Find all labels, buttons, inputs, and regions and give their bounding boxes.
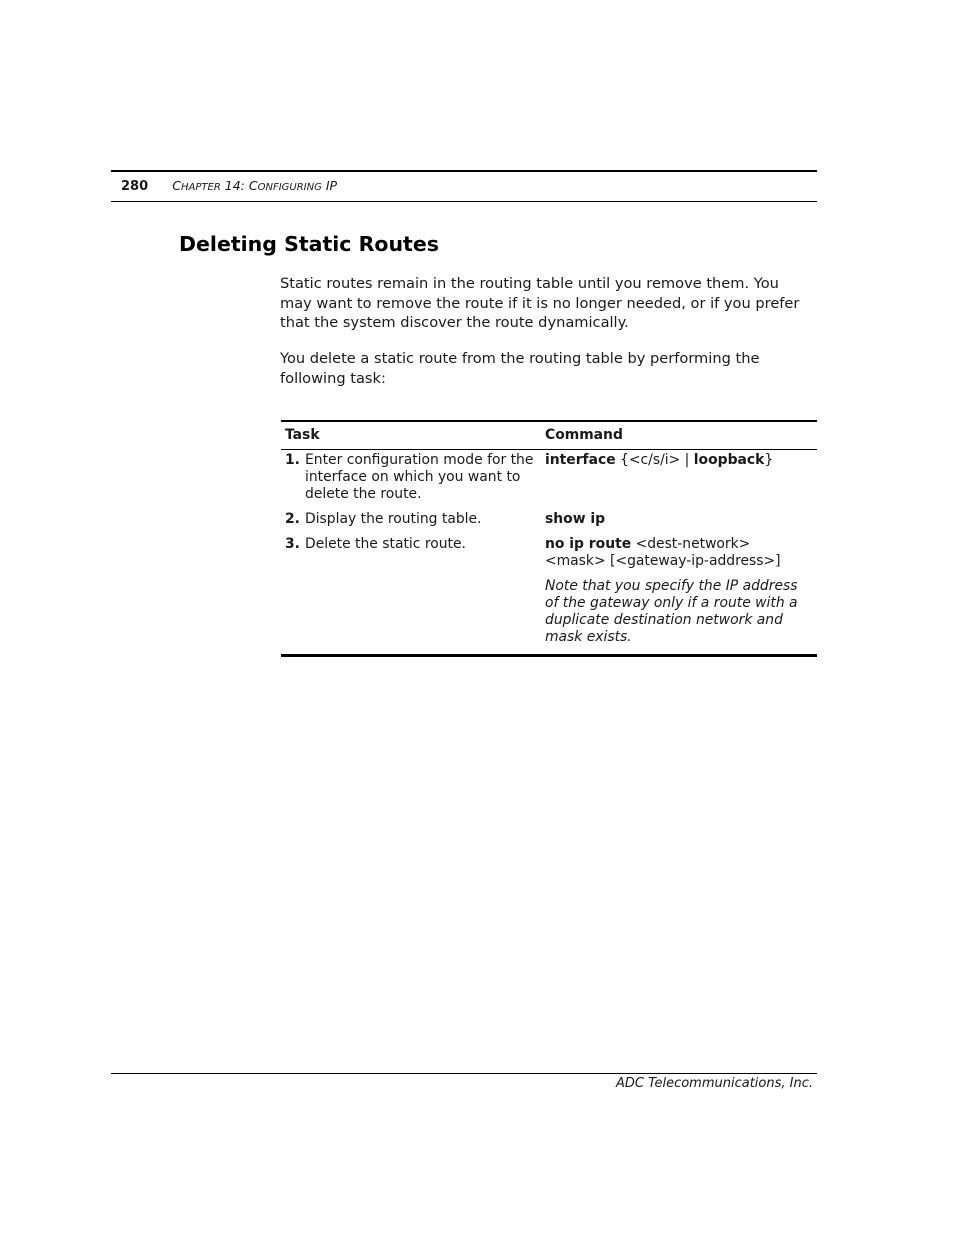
page-number: 280	[121, 179, 149, 194]
table-row	[281, 450, 817, 512]
command-args: <dest-network> <mask> [<gateway-ip-address>]	[545, 536, 781, 569]
step-number: 1.	[285, 452, 300, 468]
step-number: 2.	[285, 511, 300, 527]
table-row	[281, 536, 817, 656]
command-keyword: no ip route	[545, 536, 632, 552]
section-heading: Deleting Static Routes	[179, 232, 439, 256]
header-command: Command	[541, 421, 817, 450]
command-cell	[541, 450, 817, 512]
running-header	[121, 178, 337, 194]
footer-rule	[111, 1073, 817, 1074]
footer-company: ADC Telecommunications, Inc.	[616, 1076, 813, 1091]
task-cell	[281, 536, 541, 656]
step-text: Delete the static route.	[305, 536, 466, 552]
task-table	[281, 420, 817, 657]
step-text: Display the routing table.	[305, 511, 482, 527]
step-number: 3.	[285, 536, 300, 552]
table-row	[281, 511, 817, 536]
command-keyword: loopback	[693, 452, 765, 468]
command-cell	[541, 511, 817, 536]
paragraph-intro: Static routes remain in the routing table until you remove them. You may want to remove the route if it is no longer needed, or if you prefer that the system discover the route dynamically.	[280, 275, 800, 331]
task-cell	[281, 450, 541, 512]
command-args: }	[764, 452, 774, 468]
paragraph-task-lead: You delete a static route from the routing table by performing the following task:	[280, 350, 760, 387]
header-task: Task	[281, 421, 541, 450]
command-args: {<c/s/i> |	[615, 452, 694, 468]
chapter-title: CHAPTER 14: CONFIGURING IP	[172, 178, 338, 193]
task-cell	[281, 511, 541, 536]
command-note: Note that you specify the IP address of the gateway only if a route with a duplicate destination network and mask exists.	[545, 578, 798, 645]
header-top-rule	[111, 170, 817, 172]
header-bottom-rule	[111, 201, 817, 202]
command-keyword: show ip	[545, 511, 606, 527]
table-header-row	[281, 421, 817, 450]
command-keyword: interface	[545, 452, 616, 468]
command-cell	[541, 536, 817, 656]
step-text: Enter configuration mode for the interface on which you want to delete the route.	[305, 452, 534, 502]
